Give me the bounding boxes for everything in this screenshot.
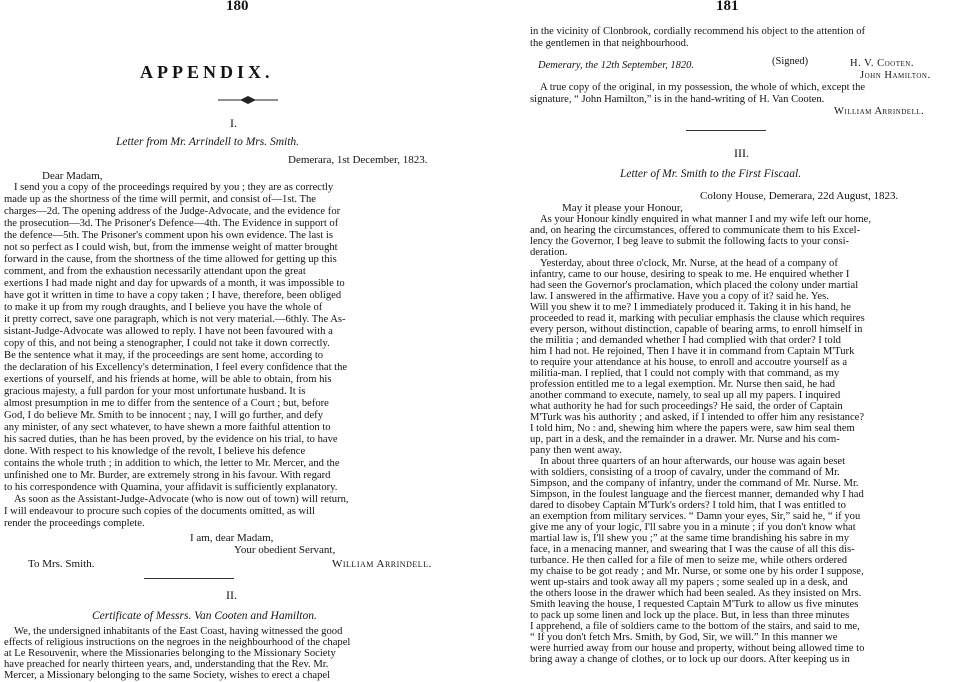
letter-signature-1: William Arrindell.	[332, 558, 432, 570]
certificate-date: Demerary, the 12th September, 1820.	[538, 60, 695, 71]
signer-hamilton: John Hamilton.	[860, 70, 931, 81]
text-line: done. With respect to his knowledge of the revolt, I believe his defence	[4, 446, 306, 457]
text-line: Simpson, and the company of infantry, under the command of Mr. Nurse. Mr.	[530, 478, 859, 489]
text-line: As your Honour kindly enquired in what manner I and my wife left our home,	[540, 214, 871, 225]
left-page	[0, 0, 484, 681]
text-line: and, on hearing the circumstances, offered to communicate them to his Excel-	[530, 225, 861, 236]
text-line: contains the whole truth ; in addition to which, the letter to Mr. Mercer, and the	[4, 458, 340, 469]
text-line: the prosecution—3d. The Prisoner's Defence—4th. The Evidence in support of	[4, 218, 339, 229]
text-line: charges—2d. The opening address of the Judge-Advocate, and the evidence for	[4, 206, 341, 217]
text-line: render the proceedings complete.	[4, 518, 145, 529]
text-line: almost presumption in me to differ from the sentence of a Court ; but, before	[4, 398, 329, 409]
text-line: M'Turk was his authority ; and asked, if I intended to offer him any resistance?	[530, 412, 865, 423]
text-line: infantry, came to our house, desiring to speak to me. He enquired whether I	[530, 269, 850, 280]
text-line: dared to disobey Captain M'Turk's orders? I told him, that I was entitled to	[530, 500, 846, 511]
text-line: militia-man. I replied, that I could not comply with that command, as my	[530, 368, 840, 379]
text-line: I told him, No : and, shewing him where the papers were, saw him seal them	[530, 423, 855, 434]
text-line: signature, “ John Hamilton,” is in the hand-writing of H. Van Cooten.	[530, 94, 825, 105]
section-numeral-2: II.	[226, 588, 237, 602]
section-numeral-3: III.	[734, 146, 749, 160]
section-divider	[686, 130, 766, 131]
text-line: another command to execute, namely, to seal up all my papers. I inquired	[530, 390, 841, 401]
text-line: Yesterday, about three o'clock, Mr. Nurse, at the head of a company of	[540, 258, 838, 269]
text-line: lency the Governor, I beg leave to submit the following facts to your consi-	[530, 236, 850, 247]
text-line: to require your attendance at his house, to enroll and accoutre yourself as a	[530, 357, 848, 368]
text-line: effects of religious instructions on the negroes in the neighbourhood of the chapel	[4, 637, 351, 648]
text-line: pany then went away.	[530, 445, 622, 456]
section-numeral-1: I.	[230, 116, 237, 130]
text-line: the militia ; and demanded whether I had complied with that order? I told	[530, 335, 841, 346]
text-line: in the vicinity of Clonbrook, cordially recommend his object to the attention of	[530, 26, 866, 37]
text-line: I will endeavour to procure such copies of the documents omitted, as will	[4, 506, 315, 517]
text-line: profession entitled me to a legal exemption. Mr. Nurse then said, he had	[530, 379, 836, 390]
text-line: Be the sentence what it may, if the proceedings are sent home, according to	[4, 350, 324, 361]
text-line: forward in the cause, from the shortness of the time allowed for getting up this	[4, 254, 337, 265]
signer-van-cooten: H. V. Cooten.	[850, 58, 914, 69]
text-line: with soldiers, consisting of a troop of cavalry, under the command of Mr.	[530, 467, 840, 478]
text-line: copy of this, and not being a stenographer, I could not take it down correctly.	[4, 338, 330, 349]
text-line: turbance. He then called for a file of men to seize me, while others ordered	[530, 555, 848, 566]
text-line: the others loose in the drawer which had been sealed. As they insisted on Mrs.	[530, 588, 862, 599]
text-line: Smith leaving the house, I requested Captain M'Turk to allow us five minutes	[530, 599, 859, 610]
letter-dateline-3: Colony House, Demerara, 22d August, 1823.	[700, 190, 899, 202]
text-line: exertions I had made night and day for upwards of a month, it was impossible to	[4, 278, 345, 289]
text-line: have got it written in time to have a copy taken ; I have, therefore, been obliged	[4, 290, 342, 301]
text-line: Simpson, in the foulest language and the fiercest manner, demanded why I had	[530, 489, 864, 500]
text-line: up, part in a desk, and the remainder in a drawer. Mr. Nurse and his com-	[530, 434, 840, 445]
text-line: Will you shew it to me? I immediately produced it. Taking it in his hand, he	[530, 302, 851, 313]
letter-salutation-3: May it please your Honour,	[562, 202, 683, 214]
text-line: at Le Resouvenir, where the Missionaries belonging to the Missionary Society	[4, 648, 336, 659]
page-number-right: 181	[716, 0, 739, 14]
text-line: my chaise to be got ready ; and Mr. Nurse, or some one by his order I suppose,	[530, 566, 864, 577]
signed-label: (Signed)	[772, 56, 809, 67]
section-title-3: Letter of Mr. Smith to the First Fiscaal.	[620, 168, 802, 180]
page-number-left: 180	[226, 0, 249, 14]
text-line: A true copy of the original, in my possession, the whole of which, except the	[540, 82, 866, 93]
text-line: In about three quarters of an hour afterwards, our house was again beset	[540, 456, 846, 467]
text-line: exertions of yourself, and his friends at home, will be able to obtain, from his	[4, 374, 332, 385]
section-divider	[144, 578, 234, 579]
text-line: proceeded to read it, marking with peculiar emphasis the clause which requires	[530, 313, 865, 324]
text-line: deration.	[530, 247, 568, 258]
right-page	[516, 0, 980, 672]
text-line: were hurried away from our house and property, without being allowed time to	[530, 643, 865, 654]
text-line: “ If you don't fetch Mrs. Smith, by God, Sir, we will.” In this manner we	[530, 632, 838, 643]
text-line: to his correspondence with Quamina, your affidavit is sufficiently explanatory.	[4, 482, 338, 493]
text-line: went up-stairs and took away all my papers ; some sealed up in a desk, and	[530, 577, 848, 588]
text-line: gracious majesty, a full pardon for your most unfortunate husband. It is	[4, 386, 306, 397]
letter-closing-1: I am, dear Madam,	[190, 532, 274, 544]
text-line: I apprehend, a file of soldiers came to the bottom of the stairs, and said to me,	[530, 621, 860, 632]
text-line: law. I answered in the affirmative. Have you a copy of it? said he. Yes.	[530, 291, 829, 302]
text-line: As soon as the Assistant-Judge-Advocate (who is now out of town) will return,	[14, 494, 349, 505]
text-line: to pack up some linen and lock up the place. But, in less than three minutes	[530, 610, 850, 621]
text-line: martial law is, I'll shew you ;” at the same time brandishing his sabre in my	[530, 533, 850, 544]
text-line: his sacred duties, than he has been proved, by the evidence on his trial, to have	[4, 434, 338, 445]
appendix-heading: APPENDIX.	[140, 62, 274, 82]
text-line: made up as the shortness of the time will permit, and consist of—1st. The	[4, 194, 316, 205]
section-title-1: Letter from Mr. Arrindell to Mrs. Smith.	[116, 136, 300, 148]
text-line: the declaration of his Excellency's determination, I feel every confidence that the	[4, 362, 348, 373]
text-line: comment, and from the exhaustion necessarily attendant upon the great	[4, 266, 306, 277]
text-line: the defence—5th. The Prisoner's comment upon his own evidence. The last is	[4, 230, 333, 241]
text-line: the gentlemen in that neighbourhood.	[530, 38, 689, 49]
text-line: face, in a menacing manner, and swearing that I was the cause of all this dis-	[530, 544, 855, 555]
text-line: We, the undersigned inhabitants of the East Coast, having witnessed the good	[14, 626, 343, 637]
text-line: sistant-Judge-Advocate was allowed to reply. I have not been favoured with a	[4, 326, 333, 337]
text-line: not so perfect as I could wish, but, from the immense weight of matter brought	[4, 242, 338, 253]
text-line: bring away a change of clothes, or to lock up our doors. After keeping us in	[530, 654, 850, 665]
letter-dateline-1: Demerara, 1st December, 1823.	[288, 154, 428, 166]
section-title-2: Certificate of Messrs. Van Cooten and Hamilton.	[92, 610, 317, 622]
letter-addressee-1: To Mrs. Smith.	[28, 558, 95, 570]
text-line: it pretty correct, save one paragraph, which is not very material.—6thly. The As-	[4, 314, 346, 325]
text-line: Mercer, a Missionary belonging to the same Society, wishes to erect a chapel	[4, 670, 331, 681]
letter-salutation-1: Dear Madam,	[42, 170, 103, 182]
text-line: what authority he had for such proceedings? He said, the order of Captain	[530, 401, 843, 412]
text-line: I send you a copy of the proceedings required by you ; they are as correctly	[14, 182, 334, 193]
copy-signature: William Arrindell.	[834, 106, 925, 117]
text-line: give me any of your logic, I'll sabre you in a minute ; if you don't know what	[530, 522, 856, 533]
text-line: him I had not. He rejoined, Then I have it in command from Captain M'Turk	[530, 346, 855, 357]
text-line: any minister, of any sect whatever, to have shewn a more faithful attention to	[4, 422, 331, 433]
text-line: have preached for nearly thirteen years, and, understanding that the Rev. Mr.	[4, 659, 329, 670]
text-line: had seen the Governor's proclamation, which placed the colony under martial	[530, 280, 859, 291]
text-line: an exemption from military services. “ Damn your eyes, Sir,” said he, “ if you	[530, 511, 861, 522]
text-line: unfinished one to Mr. Burder, are extremely strong in his favour. With regard	[4, 470, 331, 481]
letter-closing-2: Your obedient Servant,	[234, 544, 336, 556]
text-line: God, I do believe Mr. Smith to be innocent ; nay, I will go further, and defy	[4, 410, 323, 421]
ornament-divider	[218, 96, 278, 104]
text-line: every person, without distinction, capable of bearing arms, to enroll himself in	[530, 324, 863, 335]
text-line: to make it up from my rough draughts, and I believe you have the whole of	[4, 302, 323, 313]
